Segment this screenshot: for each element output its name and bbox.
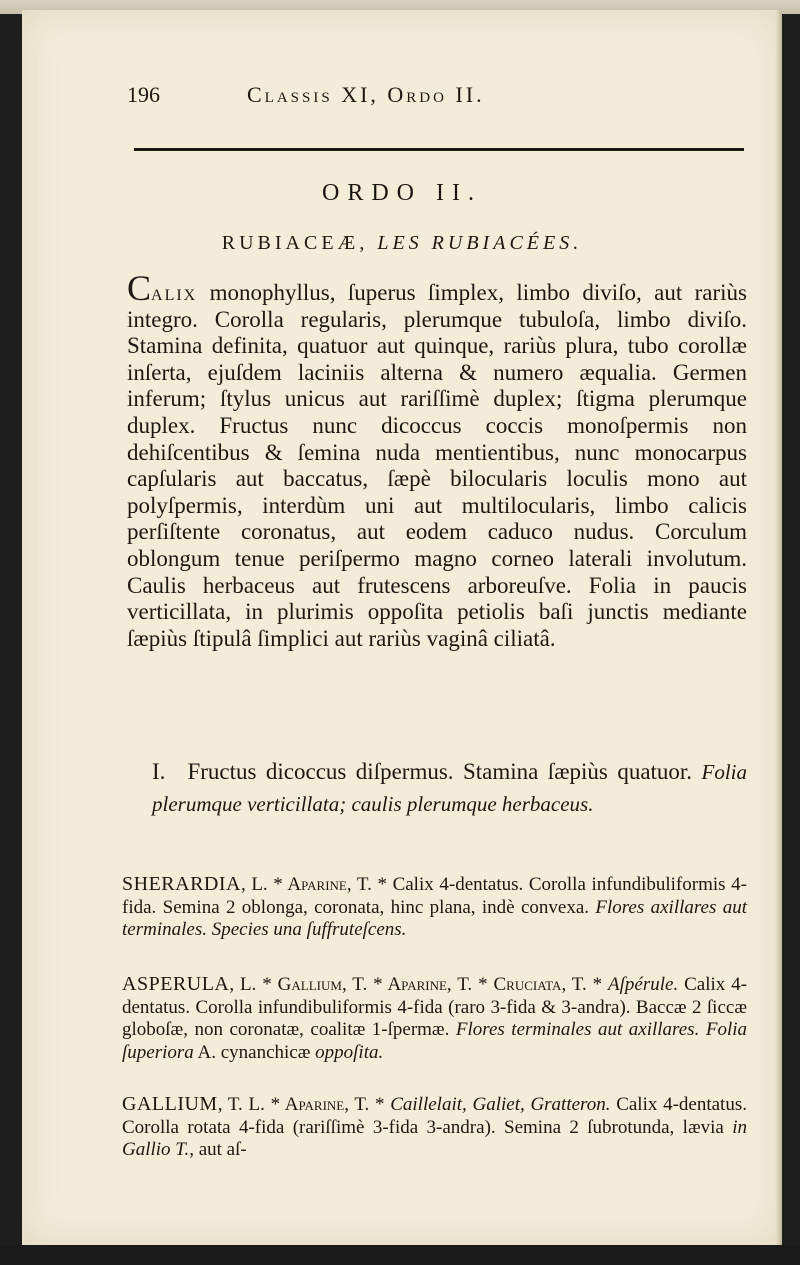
family-french: LES RUBIACÉES. (377, 232, 583, 254)
genus-entry-sherardia (122, 873, 747, 942)
dropcap: C (127, 268, 152, 308)
running-head (127, 82, 727, 112)
book-page (22, 10, 782, 1245)
section-italic: Folia plerumque verticillata; caulis plerumque herbaceus. (152, 760, 748, 816)
order-description (127, 268, 748, 652)
section-heading (152, 756, 747, 820)
genus-refs: , L. * Aparine, T. * (240, 874, 387, 895)
genus-name: ASPERULA (122, 973, 230, 995)
genus-text: Calix 4-dentatus. Corolla rotata 4-fida (rariſſimè 3-fida 3-andra). Semina 2 ſubrotunda, lævia (122, 1094, 747, 1138)
bottom-bar (0, 1245, 800, 1265)
genus-name: GALLIUM (122, 1093, 218, 1115)
genus-italic: Flores terminales aut axillares. Folia ſuperiora (122, 1019, 748, 1063)
section-number: I. (152, 759, 166, 784)
genus-lead: Caillelait, Galiet, Gratteron. (390, 1094, 611, 1115)
genus-text: Calix 4-dentatus. Corolla infundibuliformis 4-fida. Semina 2 oblonga, coronata, hinc plana, indè convexa. (122, 874, 747, 918)
genus-refs: , L. * Gallium, T. * Aparine, T. * Cruciata, T. * (229, 974, 603, 995)
genus-tail: , aut aſ- (189, 1139, 247, 1160)
genus-name: SHERARDIA (122, 873, 241, 895)
section-text: Fructus dicoccus diſpermus. Stamina ſæpiùs quatuor. (187, 759, 693, 784)
genus-entry-gallium (122, 1093, 747, 1162)
genus-text: Calix 4-dentatus. Corolla infundibuliformis 4-fida (raro 3-fida & 3-andra). Baccæ 2 ſiccæ globoſæ, non coronatæ, coalitæ 1-ſpermæ. (122, 974, 748, 1040)
order-title: ORDO II. (322, 180, 482, 206)
genus-lead: Aſpérule. (608, 974, 679, 995)
genus-entry-asperula (122, 973, 747, 1064)
header-rule (134, 148, 744, 151)
genus-tail-italic: oppoſita. (315, 1041, 384, 1063)
genus-italic: Flores axillares aut terminales. Species una ſuffruteſcens. (122, 896, 748, 940)
running-title: Classis XI, Ordo II. (247, 82, 485, 107)
family-latin: RUBIACEÆ, (221, 232, 369, 254)
page-number: 196 (127, 82, 160, 107)
genus-italic: in Gallio T. (122, 1116, 747, 1160)
family-title (22, 232, 782, 255)
first-word-rest: alix (151, 280, 198, 305)
description-text: monophyllus, ſuperus ſimplex, limbo diviſo, aut rariùs integro. Corolla regularis, plerumque tubuloſa, limbo diviſo. Stamina definita, quatuor aut quinque, rariùs plura, tubo corollæ inſerta, ejuſdem laciniis alterna & numero æqualia. Germen inferum; ſtylus unicus aut rariſſimè duplex; ſtigma plerumque duplex. Fructus nunc dicoccus coccis monoſpermis non dehiſcentibus & ſemina nuda mentientibus, nunc monocarpus capſularis aut baccatus, ſæpè bilocularis loculis mono aut polyſpermis, interdùm uni aut multilocularis, limbo calicis perſiſtente coronatus, aut eodem caduco nudus. Corculum oblongum tenue periſpermo magno corneo laterali involutum. Caulis herbaceus aut frutescens arboreuſve. Folia in paucis verticillata, in plurimis oppoſita petiolis baſi junctis mediante ſæpiùs ſtipulâ ſimplici aut rariùs vaginâ ciliatâ. (127, 280, 748, 651)
genus-refs: , T. L. * Aparine, T. * (217, 1094, 385, 1115)
genus-tail: A. cynanchicæ (197, 1041, 311, 1063)
